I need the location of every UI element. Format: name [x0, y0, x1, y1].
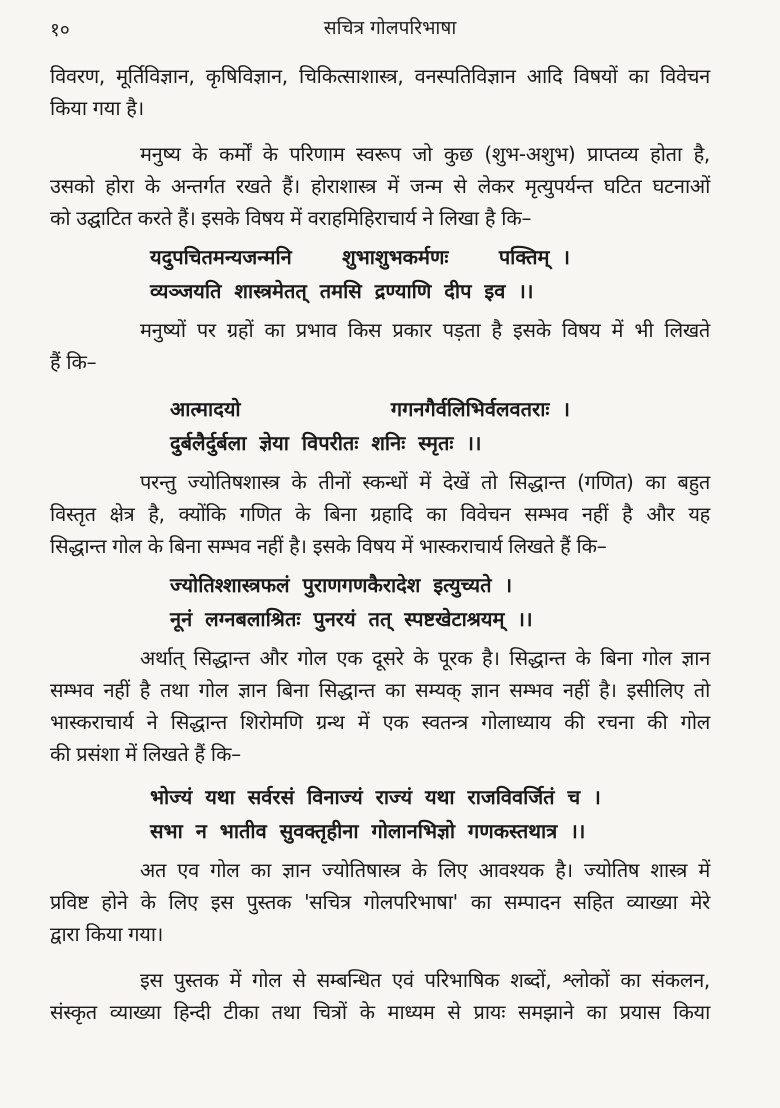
text-line: संस्कृत व्याख्या हिन्दी टीका तथा चित्रों के माध्यम से प्रायः समझाने का प्रयास किया [50, 1000, 710, 1024]
text-line: मनुष्य के कर्मों के परिणाम स्वरूप जो कुछ (शुभ-अशुभ) प्राप्तव्य होता है, [140, 142, 710, 166]
verse-line: भोज्यं यथा सर्वरसं विनाज्यं राज्यं यथा राजविवर्जितं च । [150, 785, 601, 809]
page-header [0, 14, 780, 44]
verse-bhaskaracharya-1 [50, 568, 710, 636]
verse-line: व्यञ्जयति शास्त्रमेतत् तमसि द्रण्याणि दीप इव ।। [150, 279, 534, 303]
text-line: विवरण, मूर्तिविज्ञान, कृषिविज्ञान, चिकित्साशास्त्र, वनस्पतिविज्ञान आदि विषयों का विवेचन [50, 64, 710, 88]
verse-line [170, 392, 570, 426]
verse-line: ज्योतिश्शास्त्रफलं पुराणगणकैरादेश इत्युच्यते । [170, 573, 513, 597]
text-line: अर्थात् सिद्धान्त और गोल एक दूसरे के पूरक है। सिद्धान्त के बिना गोल ज्ञान [140, 646, 710, 670]
verse-line: नूनं लग्नबलाश्रितः पुनरयं तत् स्पष्टखेटाश्रयम् ।। [170, 607, 533, 631]
paragraph-1 [50, 60, 710, 124]
paragraph-2 [50, 138, 710, 234]
text-line: परन्तु ज्योतिषशास्त्र के तीनों स्कन्धों में देखें तो सिद्धान्त (गणित) का बहुत [140, 470, 710, 494]
text-line: भास्कराचार्य ने सिद्धान्त शिरोमणि ग्रन्थ में एक स्वतन्त्र गोलाध्याय की रचना की गोल [50, 710, 710, 734]
text-line: प्रविष्ट होने के लिए इस पुस्तक 'सचित्र गोलपरिभाषा' का सम्पादन सहित व्याख्या मेरे [50, 890, 710, 914]
verse-line: सभा न भातीव सुवक्तृहीना गोलानभिज्ञो गणकस्तथात्र ।। [150, 819, 586, 843]
text-line: किया गया है। [50, 96, 144, 120]
paragraph-7 [50, 964, 710, 1028]
text-line: की प्रसंशा में लिखते हैं कि– [50, 742, 241, 766]
verse-word: गगनगैर्वलिभिर्वलवतराः । [390, 397, 570, 421]
verse-word: यदुपचितमन्यजन्मनि [150, 245, 292, 269]
paragraph-6 [50, 854, 710, 950]
text-line: मनुष्यों पर ग्रहों का प्रभाव किस प्रकार पड़ता है इसके विषय में भी लिखते [140, 318, 710, 342]
page-body [50, 60, 710, 1032]
text-line: सम्भव नहीं है तथा गोल ज्ञान बिना सिद्धान्त का सम्यक् ज्ञान सम्भव नहीं है। इसीलिए तो [50, 678, 710, 702]
paragraph-3 [50, 314, 710, 378]
text-line: उसको होरा के अन्तर्गत रखते हैं। होराशास्त्र में जन्म से लेकर मृत्युपर्यन्त घटित घटनाओं [50, 174, 710, 198]
verse-planets [50, 392, 570, 460]
text-line: विस्तृत क्षेत्र है, क्योंकि गणित के बिना ग्रहादि का विवेचन सम्भव नहीं है और यह [50, 502, 710, 526]
text-line: द्वारा किया गया। [50, 922, 163, 946]
verse-bhaskaracharya-2 [50, 780, 710, 848]
verse-line: दुर्बलैर्दुर्बला ज्ञेया विपरीतः शनिः स्मृतः ।। [170, 431, 482, 455]
verse-varahamihira [50, 240, 570, 308]
paragraph-4 [50, 466, 710, 562]
text-line: को उद्घाटित करते हैं। इसके विषय में वराहमिहिराचार्य ने लिखा है कि– [50, 206, 532, 230]
paragraph-5 [50, 642, 710, 770]
verse-word: पक्तिम् । [498, 245, 570, 269]
text-line: अत एव गोल का ज्ञान ज्योतिषास्त्र के लिए आवश्यक है। ज्योतिष शास्त्र में [140, 858, 710, 882]
text-line: हैं कि– [50, 350, 97, 374]
verse-word: आत्मादयो [170, 397, 241, 421]
text-line: इस पुस्तक में गोल से सम्बन्धित एवं परिभाषिक शब्दों, श्लोकों का संकलन, [140, 968, 710, 992]
verse-word: शुभाशुभकर्मणः [342, 245, 449, 269]
running-title: सचित्र गोलपरिभाषा [323, 17, 457, 39]
page-number: १० [50, 19, 70, 41]
text-line: सिद्धान्त गोल के बिना सम्भव नहीं है। इसके विषय में भास्कराचार्य लिखते हैं कि– [50, 534, 607, 558]
verse-line [150, 240, 570, 274]
